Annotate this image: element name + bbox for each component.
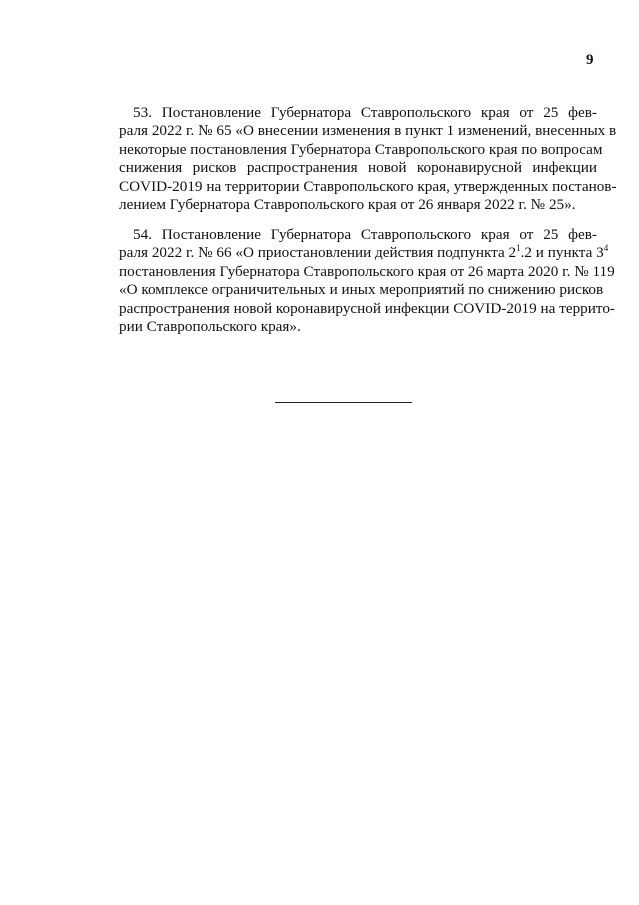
page-number: 9 xyxy=(586,52,594,68)
text-line: COVID-2019 на территории Ставропольского края, утвержденных постанов- xyxy=(119,177,617,195)
superscript: 4 xyxy=(603,243,609,254)
text-line: рии Ставропольского края». xyxy=(119,318,301,336)
text-line: некоторые постановления Губернатора Ставропольского края по вопросам xyxy=(119,140,603,158)
superscript: 1 xyxy=(516,243,521,254)
text-line: раля 2022 г. № 65 «О внесении изменения в пункт 1 изменений, внесенных в xyxy=(119,122,617,140)
text-segment: раля 2022 г. № 66 «О приостановлении действия подпункта 2 xyxy=(119,244,517,262)
text-line: «О комплексе ограничительных и иных мероприятий по снижению рисков xyxy=(119,281,604,299)
text-line: снижения рисков распространения новой коронавирусной инфекции xyxy=(119,159,597,177)
text-segment: .2 и пункта 3 xyxy=(520,244,604,262)
list-item-54 xyxy=(119,226,615,336)
text-line: постановления Губернатора Ставропольского края от 26 марта 2020 г. № 119 xyxy=(119,262,615,280)
text-line-with-superscripts xyxy=(119,243,609,262)
text-line: 53. Постановление Губернатора Ставропольского края от 25 фев- xyxy=(133,104,597,121)
closing-divider xyxy=(275,402,412,403)
text-line: лением Губернатора Ставропольского края от 26 января 2022 г. № 25». xyxy=(119,196,576,214)
list-item-53 xyxy=(119,104,617,214)
text-line: 54. Постановление Губернатора Ставропольского края от 25 фев- xyxy=(133,226,597,243)
text-line: распространения новой коронавирусной инфекции COVID-2019 на террито- xyxy=(119,299,615,317)
